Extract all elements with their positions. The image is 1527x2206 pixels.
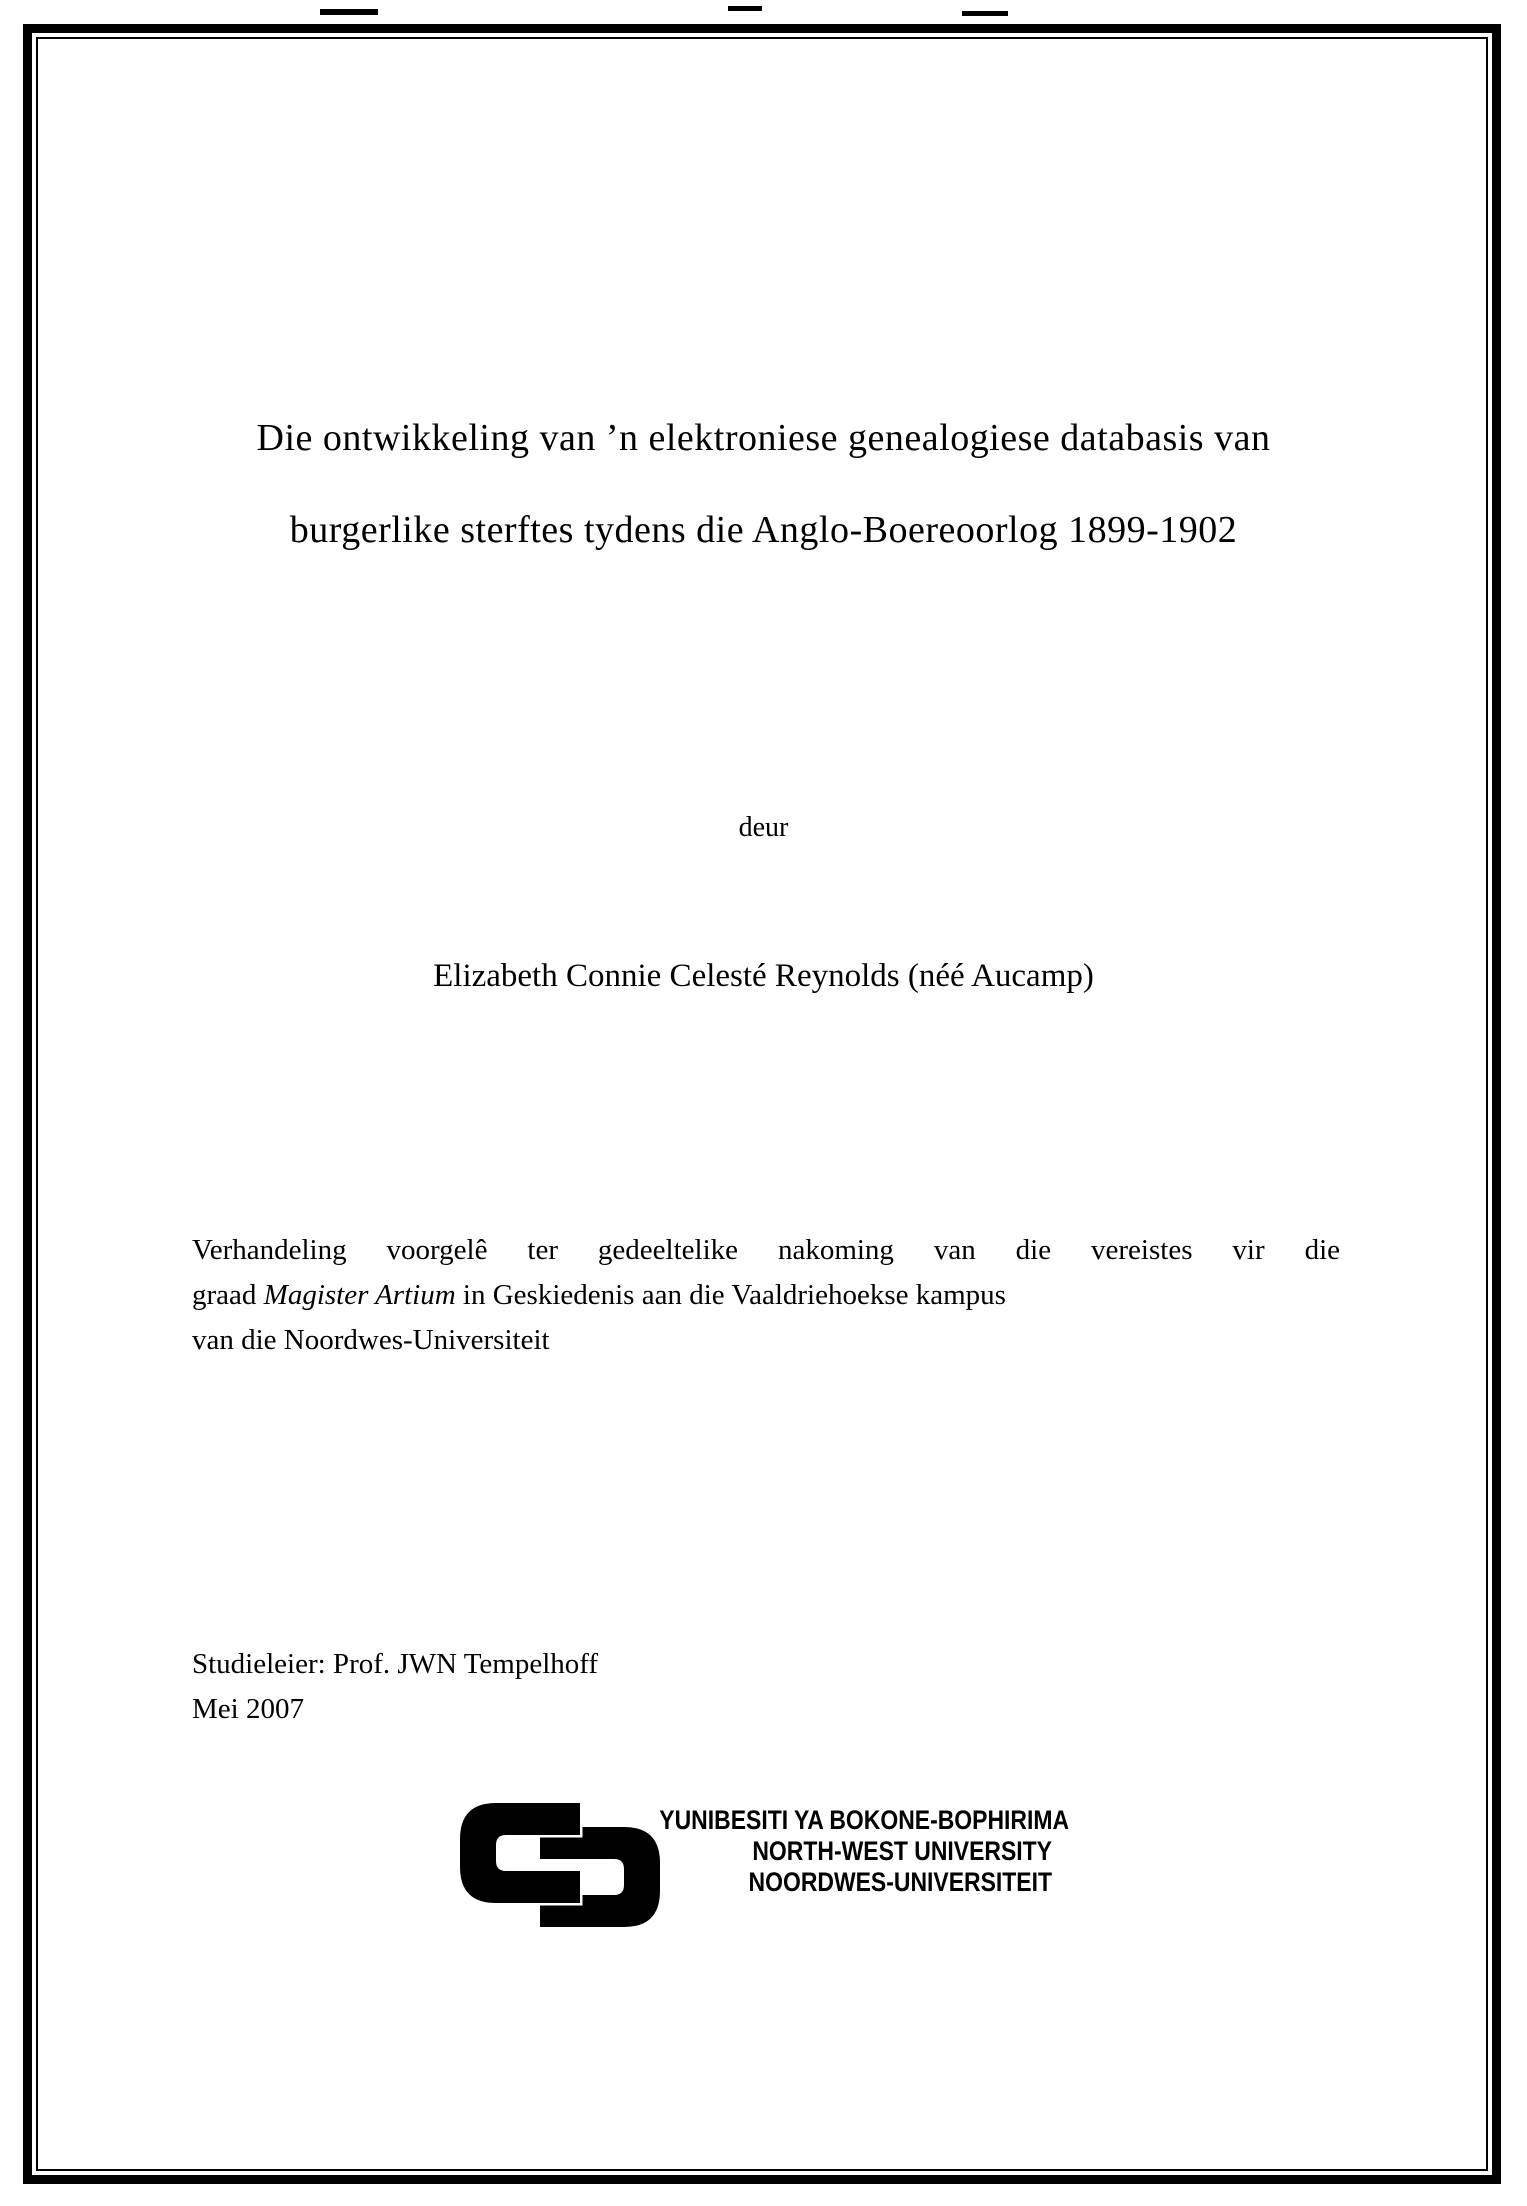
scan-speck bbox=[590, 28, 680, 32]
degree-name-italic: Magister Artium bbox=[263, 1279, 456, 1311]
scan-speck bbox=[962, 11, 1008, 16]
nwu-chain-link-icon bbox=[460, 1803, 660, 1927]
nwu-logo-line1: YUNIBESITI YA BOKONE-BOPHIRIMA bbox=[659, 1805, 1070, 1835]
degree-statement-line1: Verhandeling voorgelê ter gedeeltelike nakoming van die vereistes vir die bbox=[192, 1234, 1340, 1266]
scan-speck bbox=[728, 6, 762, 11]
degree-statement-line2-post: in Geskiedenis aan die Vaaldriehoekse kampus bbox=[455, 1279, 1006, 1311]
nwu-logo-line3: NOORDWES-UNIVERSITEIT bbox=[748, 1867, 1052, 1897]
supervisor-block bbox=[192, 1642, 598, 1732]
nwu-logo-wordmark bbox=[659, 1805, 1070, 1898]
degree-statement-line2-pre: graad bbox=[192, 1279, 264, 1311]
author-name: Elizabeth Connie Celesté Reynolds (néé Aucamp) bbox=[433, 958, 1094, 994]
thesis-title bbox=[130, 392, 1397, 576]
thesis-title-line2: burgerlike sterftes tydens die Anglo-Boereoorlog 1899-1902 bbox=[289, 509, 1238, 551]
degree-statement-line2 bbox=[192, 1273, 1340, 1318]
north-west-university-logo bbox=[460, 1795, 1080, 1985]
date-line: Mei 2007 bbox=[192, 1693, 304, 1725]
degree-statement bbox=[192, 1228, 1340, 1363]
nwu-logo-line2: NORTH-WEST UNIVERSITY bbox=[752, 1836, 1052, 1866]
byline-deur: deur bbox=[738, 812, 789, 843]
thesis-title-line1: Die ontwikkeling van ’n elektroniese genealogiese databasis van bbox=[256, 417, 1271, 459]
degree-statement-line3: van die Noordwes-Universiteit bbox=[192, 1324, 550, 1356]
scan-speck bbox=[320, 9, 378, 15]
supervisor-line: Studieleier: Prof. JWN Tempelhoff bbox=[192, 1648, 599, 1680]
